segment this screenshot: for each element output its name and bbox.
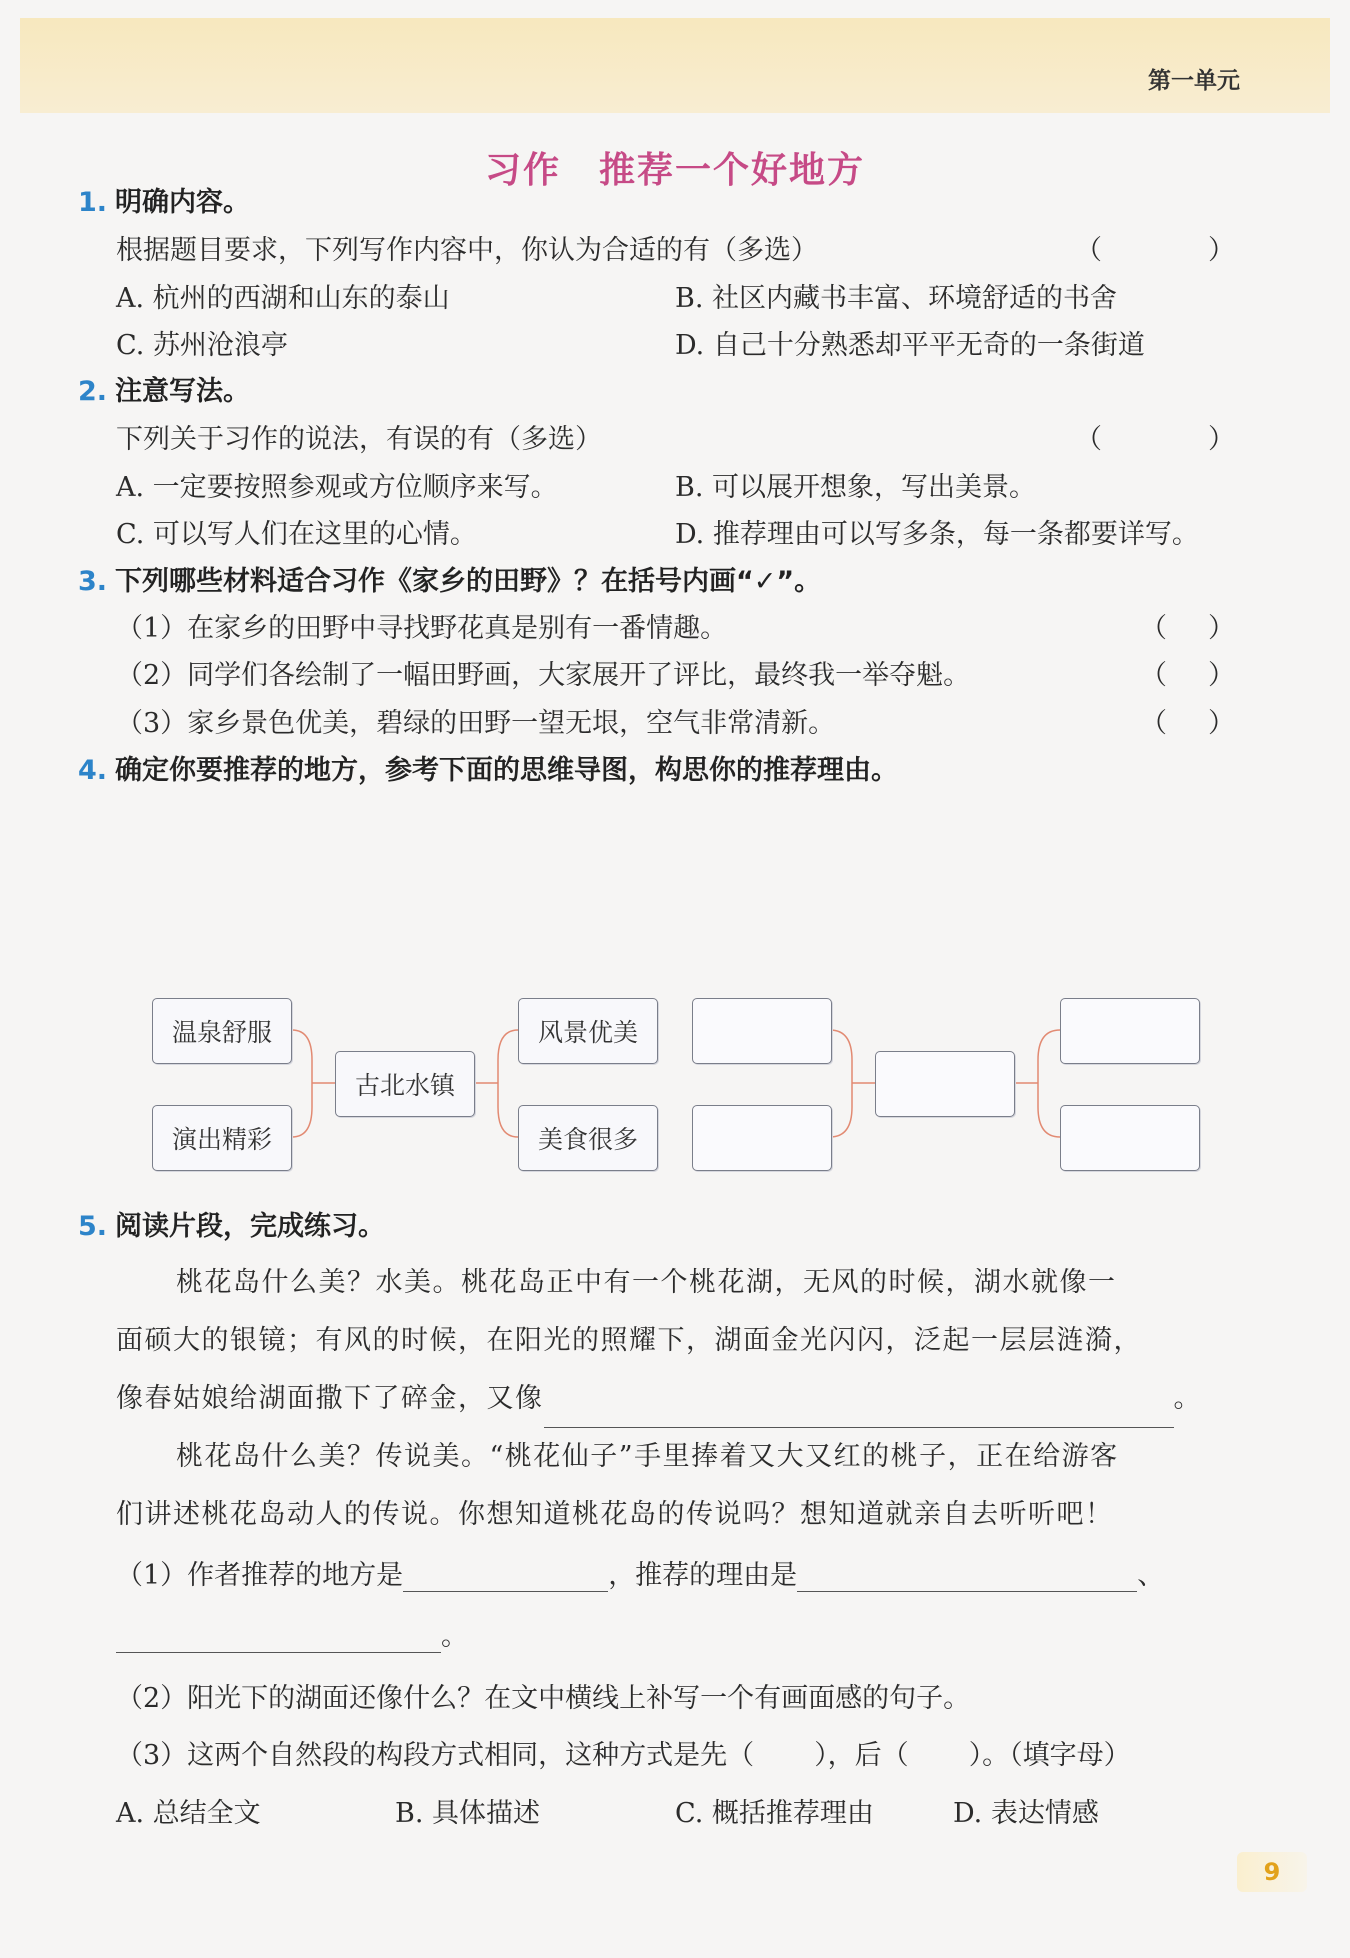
- option-c: C. 苏州沧浪亭: [116, 330, 288, 361]
- sub-question-2: （2）阳光下的湖面还像什么？在文中横线上补写一个有画面感的句子。: [116, 1683, 971, 1714]
- question-number: 2.: [78, 376, 108, 407]
- reading-passage: [116, 1254, 1236, 1544]
- mindmap-empty-node[interactable]: [1060, 1105, 1200, 1171]
- passage-line: 桃花岛什么美？水美。桃花岛正中有一个桃花湖，无风的时候，湖水就像一: [176, 1267, 1117, 1298]
- question-title: 阅读片段，完成练习。: [115, 1211, 386, 1242]
- answer-parentheses[interactable]: （ ）: [1140, 708, 1235, 739]
- question-number: 1.: [78, 187, 108, 218]
- mindmap-node: 风景优美: [518, 998, 658, 1064]
- unit-label: 第一单元: [1148, 68, 1240, 94]
- answer-parentheses[interactable]: （ ）: [1075, 235, 1235, 266]
- option-d: D. 自己十分熟悉却平平无奇的一条街道: [675, 330, 1145, 361]
- mindmap-center-node: 古北水镇: [335, 1051, 475, 1117]
- option-a: A. 一定要按照参观或方位顺序来写。: [116, 472, 558, 503]
- passage-line: 面硕大的银镜；有风的时候，在阳光的照耀下，湖面金光闪闪，泛起一层层涟漪，: [116, 1325, 1142, 1356]
- sub-question-3: （3）这两个自然段的构段方式相同，这种方式是先（ ），后（ ）。（填字母）: [116, 1740, 1131, 1771]
- option-d: D. 表达情感: [953, 1798, 1099, 1829]
- page-number: 9: [1237, 1852, 1307, 1892]
- question-title: 注意写法。: [115, 376, 251, 407]
- question-title: 明确内容。: [115, 187, 251, 218]
- question-number: 5.: [78, 1211, 108, 1242]
- statement-1: （1）在家乡的田野中寻找野花真是别有一番情趣。: [116, 613, 728, 644]
- option-c: C. 概括推荐理由: [675, 1798, 874, 1829]
- fill-blank[interactable]: [403, 1561, 608, 1592]
- page-title: 习作 推荐一个好地方: [484, 150, 865, 191]
- option-b: B. 可以展开想象，写出美景。: [675, 472, 1037, 503]
- mindmap-empty-node[interactable]: [692, 998, 832, 1064]
- option-b: B. 具体描述: [395, 1798, 541, 1829]
- question-title: 确定你要推荐的地方，参考下面的思维导图，构思你的推荐理由。: [115, 755, 899, 786]
- mindmap-empty-node[interactable]: [692, 1105, 832, 1171]
- question-5-heading: [78, 1204, 385, 1243]
- mindmap-node: 温泉舒服: [152, 998, 292, 1064]
- passage-line: 桃花岛什么美？传说美。“桃花仙子”手里捧着又大又红的桃子，正在给游客: [176, 1441, 1119, 1472]
- question-number: 4.: [78, 755, 108, 786]
- passage-line: 们讲述桃花岛动人的传说。你想知道桃花岛的传说吗？想知道就亲自去听听吧！: [116, 1499, 1114, 1530]
- fill-blank[interactable]: [116, 1622, 441, 1653]
- passage-line: 像春姑娘给湖面撒下了碎金，又像 。: [116, 1370, 1236, 1428]
- sub-question-1-continued: 。: [116, 1614, 468, 1653]
- answer-parentheses[interactable]: （ ）: [1140, 613, 1235, 644]
- question-title: 下列哪些材料适合习作《家乡的田野》？在括号内画“✓”。: [115, 566, 822, 597]
- option-d: D. 推荐理由可以写多条，每一条都要详写。: [675, 519, 1199, 550]
- question-2-stem: 下列关于习作的说法，有误的有（多选）: [116, 424, 602, 455]
- mindmap-empty-node[interactable]: [1060, 998, 1200, 1064]
- fill-blank[interactable]: [797, 1561, 1137, 1592]
- mindmap-node: 演出精彩: [152, 1105, 292, 1171]
- answer-parentheses[interactable]: （ ）: [1075, 424, 1235, 455]
- option-a: A. 杭州的西湖和山东的泰山: [116, 283, 450, 314]
- statement-2: （2）同学们各绘制了一幅田野画，大家展开了评比，最终我一举夺魁。: [116, 660, 971, 691]
- mindmap-empty-center-node[interactable]: [875, 1051, 1015, 1117]
- fill-blank[interactable]: [544, 1397, 1174, 1428]
- answer-parentheses[interactable]: （ ）: [1140, 660, 1235, 691]
- question-number: 3.: [78, 566, 108, 597]
- mindmap-node: 美食很多: [518, 1105, 658, 1171]
- sub-question-1: （1）作者推荐的地方是 ，推荐的理由是 、: [116, 1560, 1165, 1591]
- option-b: B. 社区内藏书丰富、环境舒适的书舍: [675, 283, 1118, 314]
- statement-3: （3）家乡景色优美，碧绿的田野一望无垠，空气非常清新。: [116, 708, 836, 739]
- option-c: C. 可以写人们在这里的心情。: [116, 519, 477, 550]
- option-a: A. 总结全文: [116, 1798, 261, 1829]
- question-1-stem: 根据题目要求，下列写作内容中，你认为合适的有（多选）: [116, 235, 818, 266]
